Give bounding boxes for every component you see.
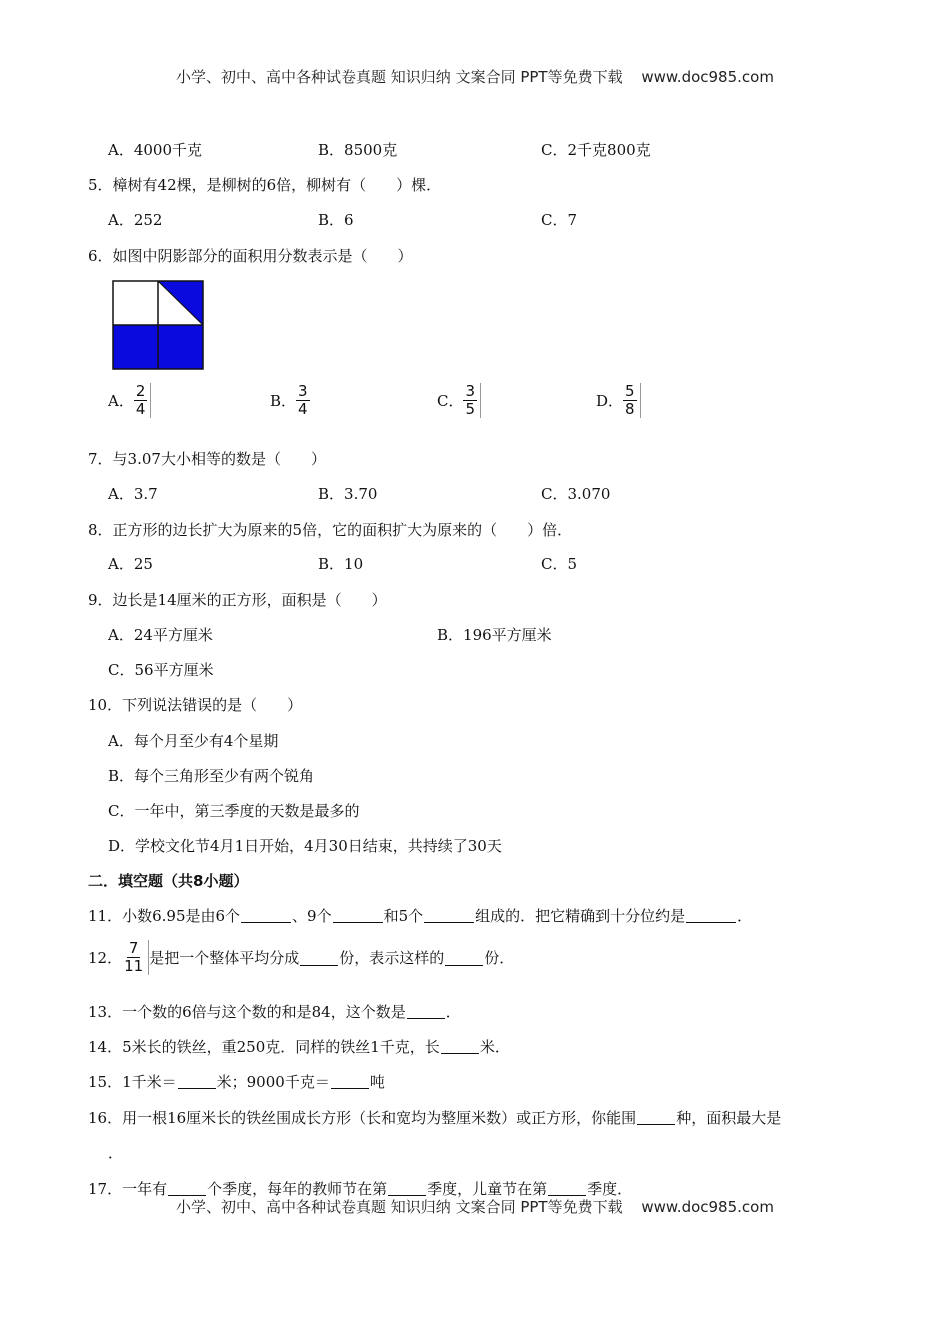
q17-blank-3[interactable] xyxy=(548,1180,586,1196)
q12-blank-2[interactable] xyxy=(445,950,483,966)
q9-option-b: B．196平方厘米 xyxy=(437,626,552,644)
page-footer xyxy=(0,1196,950,1217)
q5-option-c: C．7 xyxy=(541,211,578,229)
section-fill-in-title: 二．填空题（共8小题） xyxy=(88,872,249,890)
q11-blank-1[interactable] xyxy=(241,907,291,923)
q7-option-a: A．3.7 xyxy=(108,485,158,503)
q5-stem: 5．樟树有42棵，是柳树的6倍，柳树有（ ）棵． xyxy=(88,176,442,194)
q6-option-a: A． $\frac{2}{4}$ xyxy=(108,383,151,418)
q15: 15．1千米＝ 米；9000千克＝ 吨 xyxy=(88,1073,385,1091)
q12-fraction: $\frac{7}{11}$ xyxy=(122,940,149,975)
q6-shaded-square-figure xyxy=(112,280,204,370)
q6-option-d: D． $\frac{5}{8}$ xyxy=(596,383,641,418)
q5-option-a: A．252 xyxy=(108,211,163,229)
q5-option-b: B．6 xyxy=(318,211,354,229)
q8-stem: 8．正方形的边长扩大为原来的5倍，它的面积扩大为原来的（ ）倍． xyxy=(88,521,573,539)
q11-blank-2[interactable] xyxy=(333,907,383,923)
q6-option-c: C． $\frac{3}{5}$ xyxy=(437,383,481,418)
q8-option-a: A．25 xyxy=(108,555,153,573)
q4-option-b: B．8500克 xyxy=(318,141,398,159)
q7-option-b: B．3.70 xyxy=(318,485,378,503)
header-text: 小学、初中、高中各种试卷真题 知识归纳 文案合同 PPT等免费下载 xyxy=(176,68,623,86)
q17-blank-2[interactable] xyxy=(388,1180,426,1196)
footer-text: 小学、初中、高中各种试卷真题 知识归纳 文案合同 PPT等免费下载 xyxy=(176,1198,623,1216)
q10-option-d: D．学校文化节4月1日开始，4月30日结束，共持续了30天 xyxy=(108,837,502,855)
q16: 16．用一根16厘米长的铁丝围成长方形（长和宽均为整厘米数）或正方形，你能围 种，面积最大是 xyxy=(88,1109,782,1127)
q10-stem: 10．下列说法错误的是（ ） xyxy=(88,696,303,714)
q7-option-c: C．3.070 xyxy=(541,485,611,503)
q13: 13．一个数的6倍与这个数的和是84，这个数是 ． xyxy=(88,1003,461,1021)
q11: 11．小数6.95是由6个 、9个 和5个 组成的．把它精确到十分位约是 ． xyxy=(88,907,753,925)
q9-stem: 9．边长是14厘米的正方形，面积是（ ） xyxy=(88,591,387,609)
q6-option-a-fraction: $\frac{2}{4}$ xyxy=(134,383,152,418)
q6-option-b: B． $\frac{3}{4}$ xyxy=(270,383,313,418)
q4-option-c: C．2千克800克 xyxy=(541,141,651,159)
q17: 17．一年有 个季度，每年的教师节在第 季度，儿童节在第 季度． xyxy=(88,1180,633,1198)
q6-option-c-fraction: $\frac{3}{5}$ xyxy=(463,383,481,418)
q11-blank-3[interactable] xyxy=(424,907,474,923)
q10-option-a: A．每个月至少有4个星期 xyxy=(108,732,279,750)
q10-option-c: C．一年中，第三季度的天数是最多的 xyxy=(108,802,360,820)
q9-option-c: C．56平方厘米 xyxy=(108,661,214,679)
q15-blank-1[interactable] xyxy=(178,1073,216,1089)
header-url[interactable]: www.doc985.com xyxy=(641,68,774,86)
q17-blank-1[interactable] xyxy=(168,1180,206,1196)
q14: 14．5米长的铁丝，重250克．同样的铁丝1千克，长 米． xyxy=(88,1038,510,1056)
q6-option-b-fraction: $\frac{3}{4}$ xyxy=(298,382,308,418)
page-header xyxy=(0,66,950,87)
q7-stem: 7．与3.07大小相等的数是（ ） xyxy=(88,450,326,468)
q6-option-d-fraction: $\frac{5}{8}$ xyxy=(623,383,641,418)
q11-blank-4[interactable] xyxy=(686,907,736,923)
q16-blank-1[interactable] xyxy=(637,1109,675,1125)
footer-url[interactable]: www.doc985.com xyxy=(641,1198,774,1216)
q8-option-c: C．5 xyxy=(541,555,578,573)
q16-line2 xyxy=(108,1142,123,1163)
q4-option-a: A．4000千克 xyxy=(108,141,203,159)
q15-blank-2[interactable] xyxy=(331,1073,369,1089)
q12: 12． $\frac{7}{11}$ 是把一个整体平均分成 份，表示这样的 份． xyxy=(88,939,515,975)
q6-stem: 6．如图中阴影部分的面积用分数表示是（ ） xyxy=(88,247,413,265)
q14-blank[interactable] xyxy=(441,1038,479,1054)
q13-blank[interactable] xyxy=(407,1003,445,1019)
q9-option-a: A．24平方厘米 xyxy=(108,626,213,644)
q16-blank-2: ． xyxy=(108,1144,124,1162)
q12-blank-1[interactable] xyxy=(300,950,338,966)
q8-option-b: B．10 xyxy=(318,555,364,573)
q10-option-b: B．每个三角形至少有两个锐角 xyxy=(108,767,315,785)
